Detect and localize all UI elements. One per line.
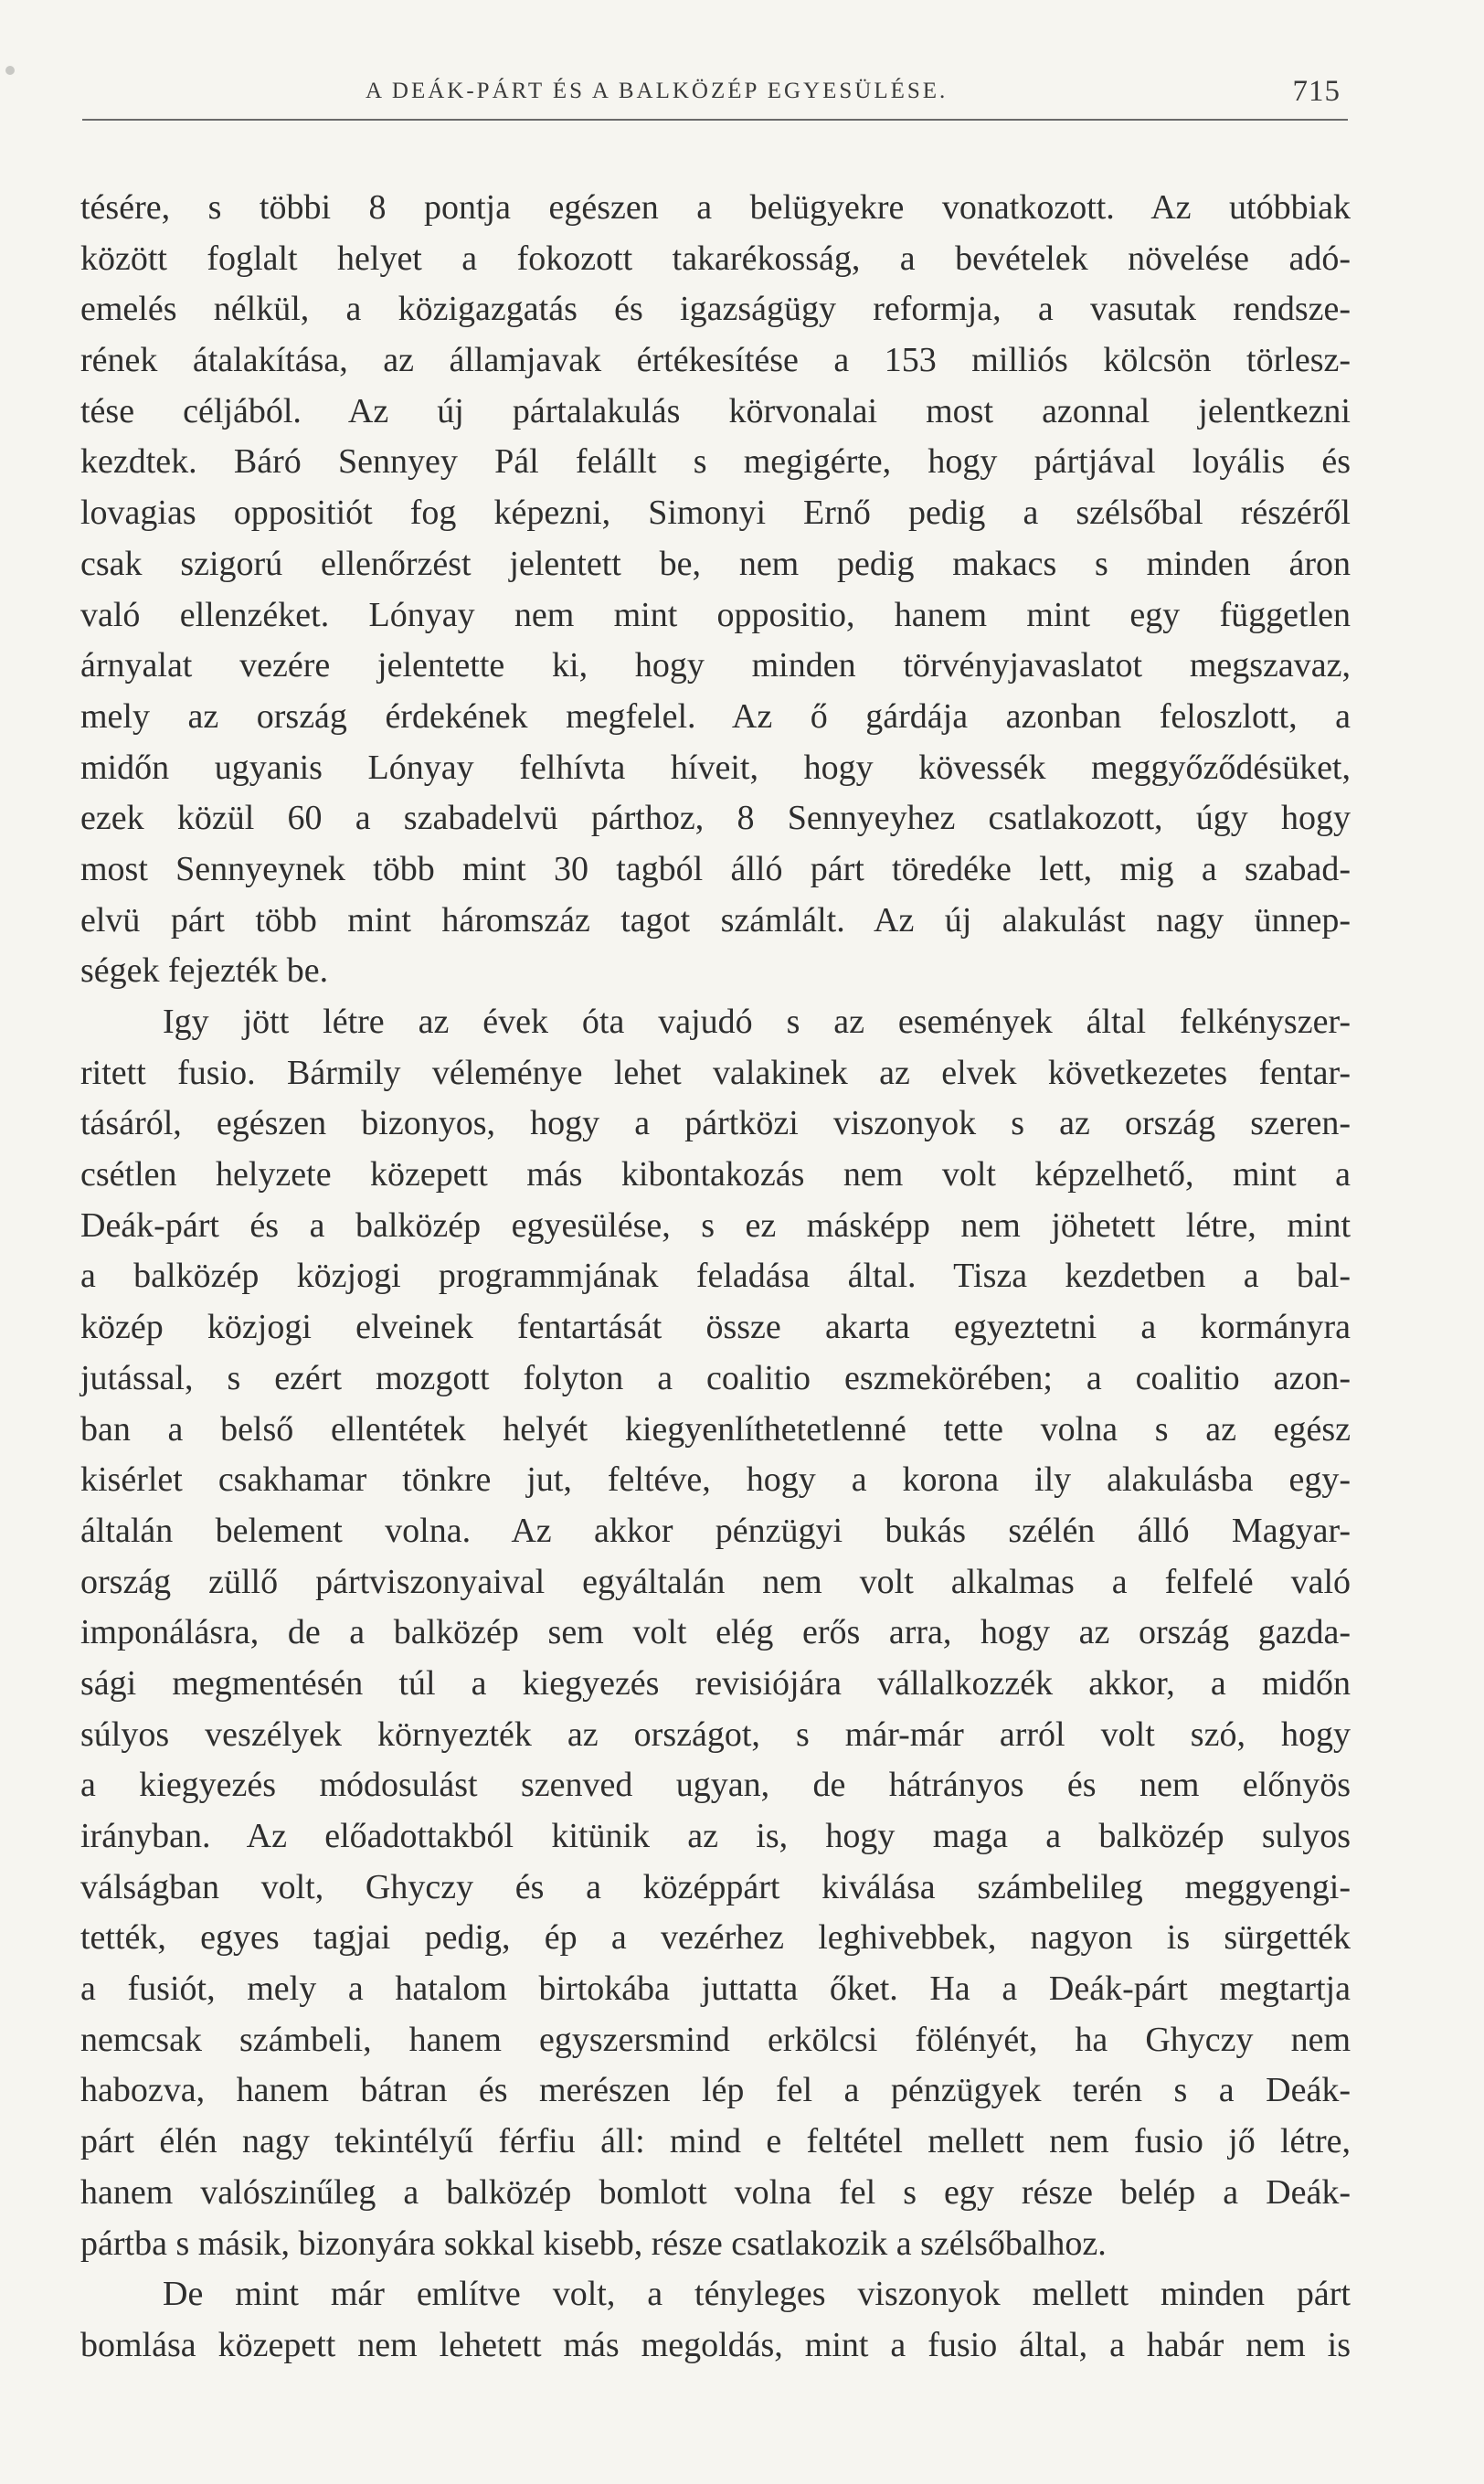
text-line: mely az ország érdekének megfelel. Az ő gárdája azonban feloszlott, a xyxy=(80,696,1351,736)
text-line: elvü párt több mint háromszáz tagot számlált. Az új alakulást nagy ünnep- xyxy=(80,900,1351,939)
body-text xyxy=(80,183,1351,2372)
text-line: a fusiót, mely a hatalom birtokába juttatta őket. Ha a Deák-párt megtartja xyxy=(80,1969,1351,2009)
text-line: párt élén nagy tekintélyű férfiu áll: mind e feltétel mellett nem fusio jő létre, xyxy=(80,2122,1351,2161)
paragraph-end-line: pártba s másik, bizonyára sokkal kisebb, része csatlakozik a szélsőbalhoz. xyxy=(80,2224,1107,2263)
running-title: A DEÁK-PÁRT ÉS A BALKÖZÉP EGYESÜLÉSE. xyxy=(366,79,949,103)
text-line: tették, egyes tagjai pedig, ép a vezérhez leghivebbek, nagyon is sürgették xyxy=(80,1918,1351,1958)
text-line: jutással, s ezért mozgott folyton a coalitio eszmekörében; a coalitio azon- xyxy=(80,1358,1351,1397)
paragraph-start-line: De mint már említve volt, a tényleges viszonyok mellett minden párt xyxy=(163,2275,1351,2314)
text-line: midőn ugyanis Lónyay felhívta híveit, hogy kövessék meggyőződésüket, xyxy=(80,748,1351,787)
text-line: nemcsak számbeli, hanem egyszersmind erkölcsi fölényét, ha Ghyczy nem xyxy=(80,2020,1351,2059)
text-line: a balközép közjogi programmjának feladása által. Tisza kezdetben a bal- xyxy=(80,1257,1351,1296)
text-line: ország züllő pártviszonyaival egyáltalán nem volt alkalmas a felfelé való xyxy=(80,1562,1351,1601)
text-line: árnyalat vezére jelentette ki, hogy minden törvényjavaslatot megszavaz, xyxy=(80,646,1351,685)
text-line: kisérlet csakhamar tönkre jut, feltéve, hogy a korona ily alakulásba egy- xyxy=(80,1460,1351,1500)
text-line: között foglalt helyet a fokozott takarékosság, a bevételek növelése adó- xyxy=(80,239,1351,278)
text-line: habozva, hanem bátran és merészen lép fel a pénzügyek terén s a Deák- xyxy=(80,2071,1351,2110)
text-line: ritett fusio. Bármily véleménye lehet valakinek az elvek következetes fentar- xyxy=(80,1053,1351,1092)
text-line: rének átalakítása, az államjavak értékesítése a 153 milliós kölcsön törlesz- xyxy=(80,341,1351,380)
text-line: irányban. Az előadottakból kitünik az is, hogy maga a balközép sulyos xyxy=(80,1817,1351,1855)
text-line: általán belement volna. Az akkor pénzügyi bukás szélén álló Magyar- xyxy=(80,1511,1351,1550)
text-line: lovagias oppositiót fog képezni, Simonyi Ernő pedig a szélsőbal részéről xyxy=(80,494,1351,533)
text-line: bomlása közepett nem lehetett más megoldás, mint a fusio által, a habár nem is xyxy=(80,2325,1351,2364)
text-line: most Sennyeynek több mint 30 tagból álló párt töredéke lett, mig a szabad- xyxy=(80,849,1351,888)
paragraph-end-line: ségek fejezték be. xyxy=(80,951,329,991)
text-line: tése céljából. Az új pártalakulás körvonalai most azonnal jelentkezni xyxy=(80,391,1351,430)
text-line: csak szigorú ellenőrzést jelentett be, nem pedig makacs s minden áron xyxy=(80,544,1351,583)
page-number: 715 xyxy=(1292,75,1341,108)
text-line: tásáról, egészen bizonyos, hogy a pártközi viszonyok s az ország szeren- xyxy=(80,1104,1351,1143)
text-line: tésére, s többi 8 pontja egészen a belügyekre vonatkozott. Az utóbbiak xyxy=(80,188,1351,227)
text-line: válságban volt, Ghyczy és a középpárt kiválása számbelileg meggyengi- xyxy=(80,1867,1351,1906)
text-line: ban a belső ellentétek helyét kiegyenlíthetetlenné tette volna s az egész xyxy=(80,1409,1351,1449)
text-line: a kiegyezés módosulást szenved ugyan, de hátrányos és nem előnyös xyxy=(80,1766,1351,1805)
text-line: közép közjogi elveinek fentartását össze akarta egyeztetni a kormányra xyxy=(80,1308,1351,1347)
text-line: imponálásra, de a balközép sem volt elég erős arra, hogy az ország gazda- xyxy=(80,1613,1351,1652)
text-line: hanem valószinűleg a balközép bomlott volna fel s egy része belép a Deák- xyxy=(80,2172,1351,2212)
text-line: kezdtek. Báró Sennyey Pál felállt s megigérte, hogy pártjával loyális és xyxy=(80,442,1351,482)
text-line: csétlen helyzete közepett más kibontakozás nem volt képzelhető, mint a xyxy=(80,1155,1351,1194)
page-header xyxy=(82,73,1348,121)
paragraph-start-line: Igy jött létre az évek óta vajudó s az események által felkényszer- xyxy=(163,1003,1351,1041)
text-line: ezek közül 60 a szabadelvü párthoz, 8 Sennyeyhez csatlakozott, úgy hogy xyxy=(80,799,1351,838)
text-line: súlyos veszélyek környezték az országot, s már-már arról volt szó, hogy xyxy=(80,1714,1351,1754)
paper-speck xyxy=(5,66,15,75)
text-line: Deák-párt és a balközép egyesülése, s ez másképp nem jöhetett létre, mint xyxy=(80,1205,1351,1245)
text-line: való ellenzéket. Lónyay nem mint oppositio, hanem mint egy független xyxy=(80,595,1351,634)
text-line: sági megmentésén túl a kiegyezés revisiójára vállalkozzék akkor, a midőn xyxy=(80,1663,1351,1703)
text-line: emelés nélkül, a közigazgatás és igazságügy reformja, a vasutak rendsze- xyxy=(80,290,1351,329)
